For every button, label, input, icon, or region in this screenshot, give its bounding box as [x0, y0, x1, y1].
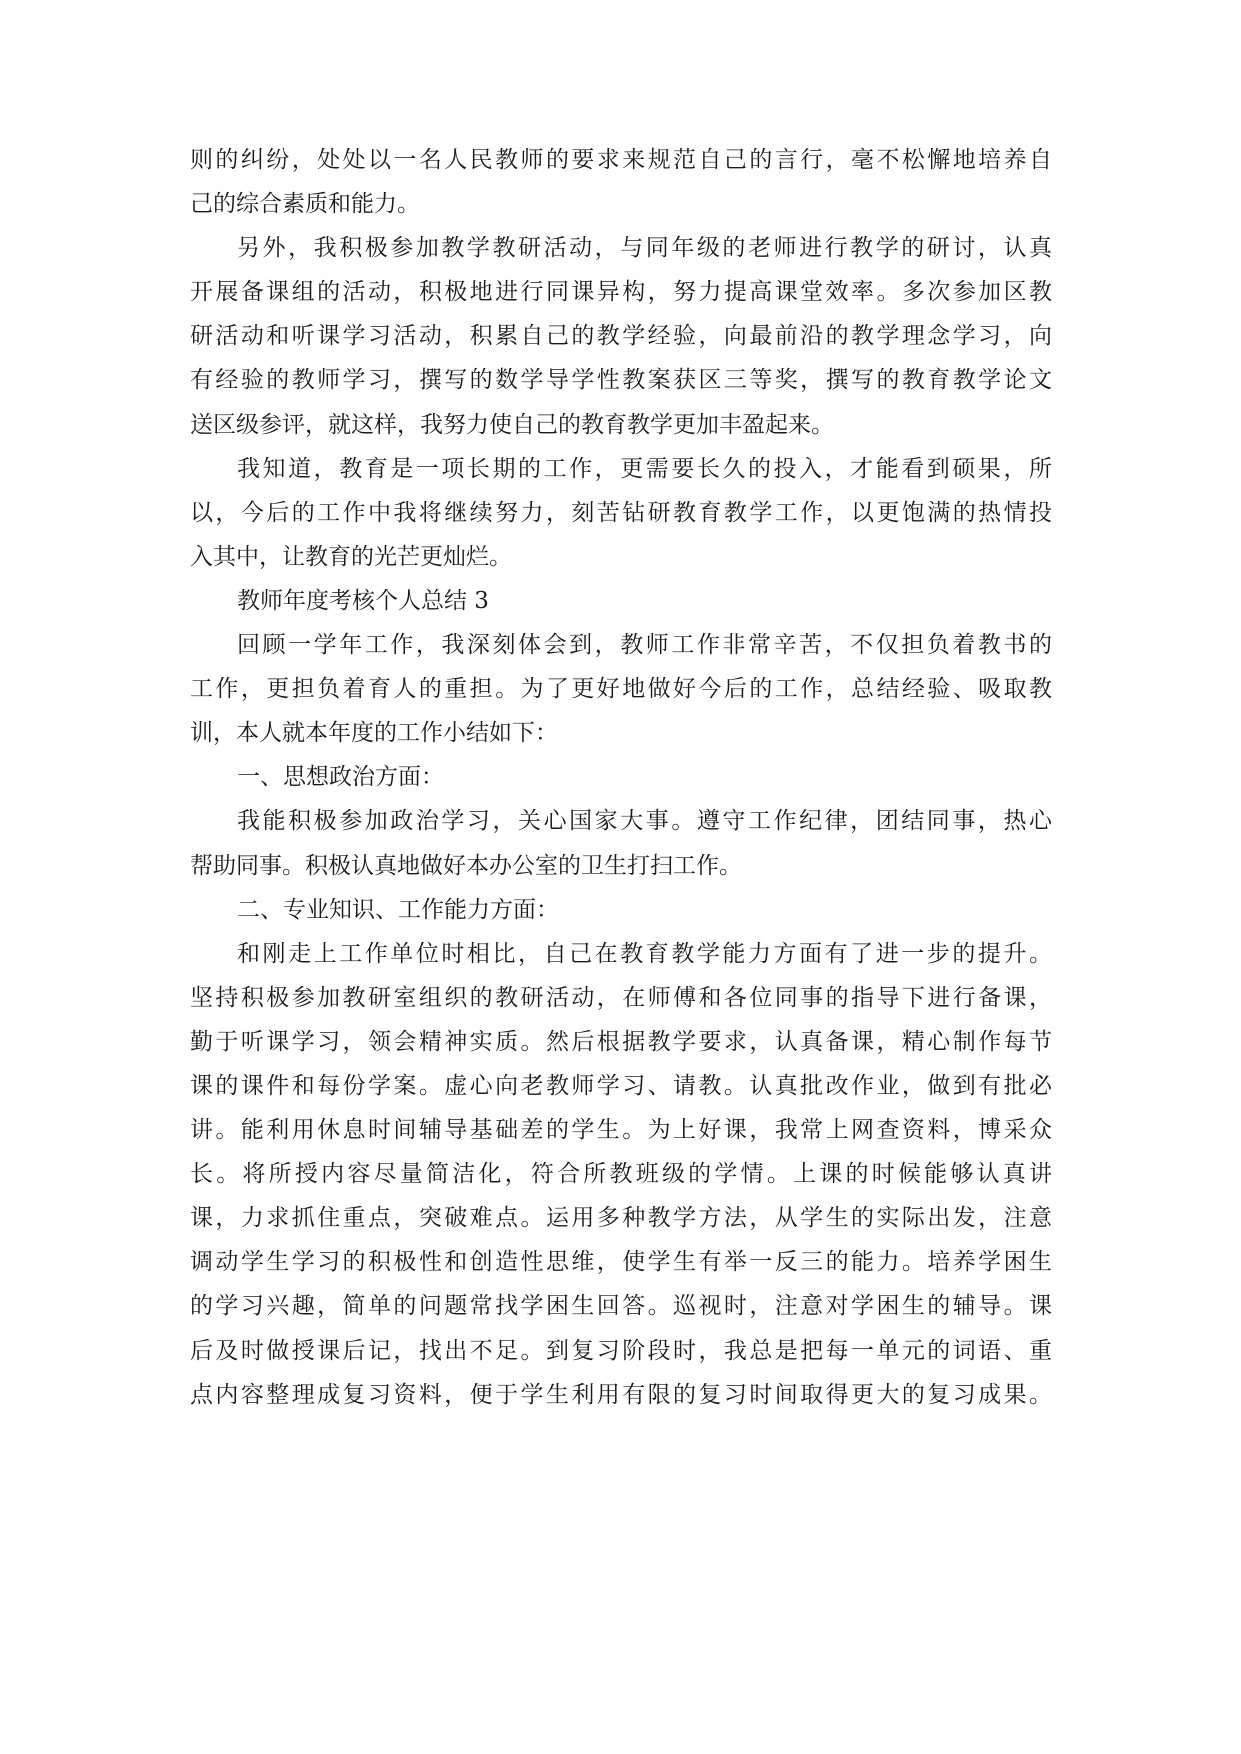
text-line: 工作，更担负着育人的重担。为了更好地做好今后的工作，总结经验、吸取教	[190, 676, 1052, 703]
text-line: 以，今后的工作中我将继续努力，刻苦钻研教育教学工作，以更饱满的热情投	[190, 499, 1052, 526]
text-line: 勤于听课学习，领会精神实质。然后根据教学要求，认真备课，精心制作每节	[190, 1028, 1052, 1055]
text-line: 己的综合素质和能力。	[190, 191, 420, 218]
text-line: 送区级参评，就这样，我努力使自己的教育教学更加丰盈起来。	[190, 411, 834, 438]
text-line: 有经验的教师学习，撰写的数学导学性教案获区三等奖，撰写的教育教学论文	[190, 367, 1052, 394]
text-line: 一、思想政治方面：	[237, 764, 444, 791]
text-line: 教师年度考核个人总结 3	[237, 587, 489, 614]
document-body	[190, 138, 1052, 1417]
text-line: 点内容整理成复习资料，便于学生利用有限的复习时间取得更大的复习成果。	[190, 1381, 1052, 1408]
text-line: 我能积极参加政治学习，关心国家大事。遵守工作纪律，团结同事，热心	[237, 808, 1052, 835]
text-line: 研活动和听课学习活动，积累自己的教学经验，向最前沿的教学理念学习，向	[190, 323, 1052, 350]
text-line: 课的课件和每份学案。虚心向老教师学习、请教。认真批改作业，做到有批必	[190, 1072, 1052, 1099]
text-line: 回顾一学年工作，我深刻体会到，教师工作非常辛苦，不仅担负着教书的	[237, 632, 1052, 659]
text-line: 另外，我积极参加教学教研活动，与同年级的老师进行教学的研讨，认真	[237, 235, 1052, 262]
text-line: 则的纠纷，处处以一名人民教师的要求来规范自己的言行，毫不松懈地培养自	[190, 147, 1052, 173]
text-line: 二、专业知识、工作能力方面：	[237, 896, 559, 923]
text-line: 和刚走上工作单位时相比，自己在教育教学能力方面有了进一步的提升。	[237, 940, 1052, 967]
text-line: 的学习兴趣，简单的问题常找学困生回答。巡视时，注意对学困生的辅导。课	[190, 1293, 1052, 1320]
text-line: 开展备课组的活动，积极地进行同课异构，努力提高课堂效率。多次参加区教	[190, 279, 1052, 306]
text-line: 后及时做授课后记，找出不足。到复习阶段时，我总是把每一单元的词语、重	[190, 1337, 1052, 1364]
text-line: 我知道，教育是一项长期的工作，更需要长久的投入，才能看到硕果，所	[237, 455, 1052, 482]
text-line: 课，力求抓住重点，突破难点。运用多种教学方法，从学生的实际出发，注意	[190, 1205, 1052, 1232]
text-line: 坚持积极参加教研室组织的教研活动，在师傅和各位同事的指导下进行备课，	[190, 984, 1052, 1011]
text-line: 长。将所授内容尽量简洁化，符合所教班级的学情。上课的时候能够认真讲	[190, 1161, 1052, 1188]
text-line: 帮助同事。积极认真地做好本办公室的卫生打扫工作。	[190, 852, 742, 879]
text-line: 入其中，让教育的光芒更灿烂。	[190, 543, 512, 570]
text-line: 调动学生学习的积极性和创造性思维，使学生有举一反三的能力。培养学困生	[190, 1249, 1052, 1276]
text-line: 训，本人就本年度的工作小结如下：	[190, 720, 558, 747]
text-line: 讲。能利用休息时间辅导基础差的学生。为上好课，我常上网查资料，博采众	[190, 1117, 1052, 1144]
